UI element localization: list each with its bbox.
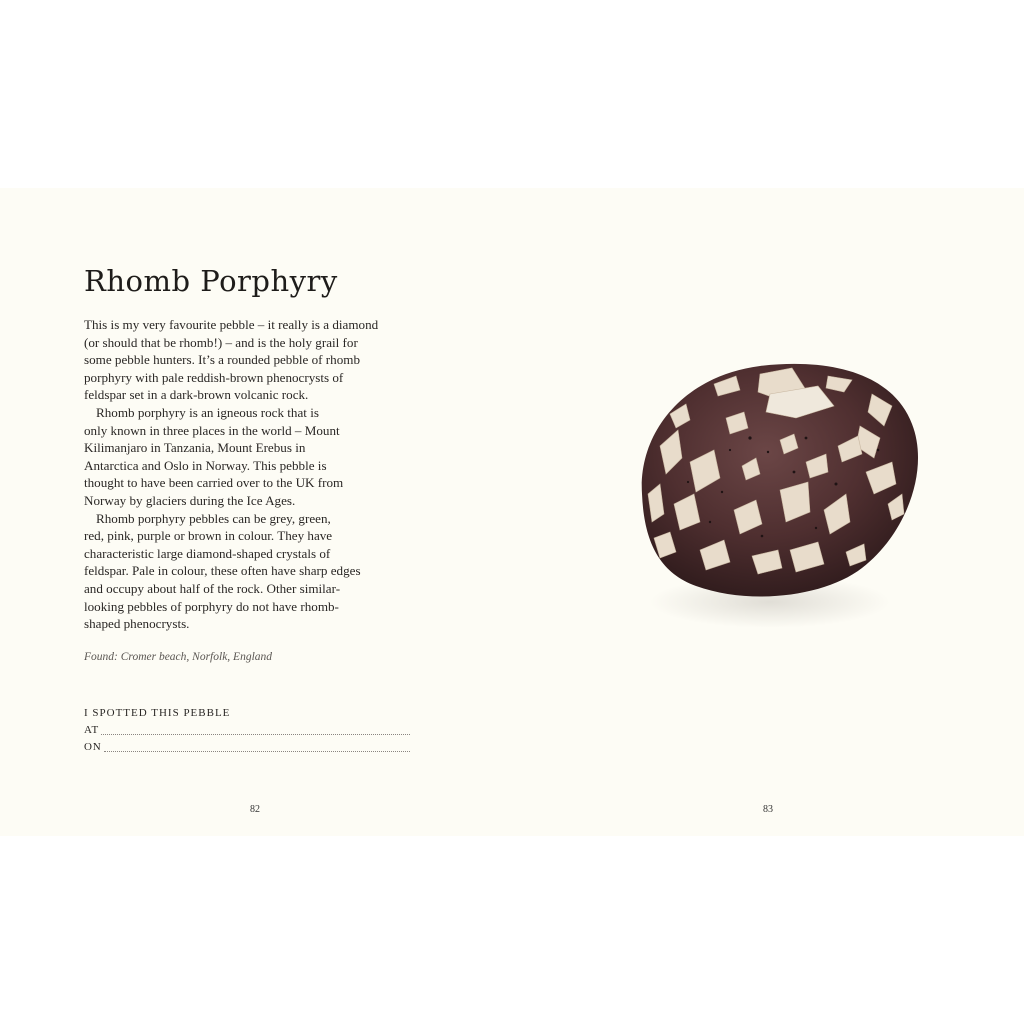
text-line: Norway by glaciers during the Ice Ages.	[84, 492, 296, 508]
spotted-at-field[interactable]	[101, 733, 410, 735]
text-line: This is my very favourite pebble – it really is a diamond	[84, 317, 379, 332]
spotted-on-field[interactable]	[104, 750, 411, 752]
text-line: characteristic large diamond-shaped crystals of	[84, 545, 331, 561]
text-line: thought to have been carried over to the UK from	[84, 475, 344, 491]
paragraph-1	[84, 316, 424, 404]
text-line: red, pink, purple or brown in colour. They have	[84, 528, 333, 544]
text-line: porphyry with pale reddish-brown phenocrysts of	[84, 369, 344, 385]
text-line: Kilimanjaro in Tanzania, Mount Erebus in	[84, 440, 306, 456]
text-line: Rhomb porphyry pebbles can be grey, green,	[96, 510, 331, 526]
text-line: feldspar set in a dark-brown volcanic rock.	[84, 387, 309, 403]
text-line: (or should that be rhomb!) – and is the holy grail for	[84, 334, 358, 350]
text-line: some pebble hunters. It’s a rounded pebble of rhomb	[84, 352, 360, 368]
text-line: shaped phenocrysts.	[84, 616, 190, 632]
left-page	[0, 188, 512, 836]
text-line: looking pebbles of porphyry do not have rhomb-	[84, 598, 339, 614]
text-line: Antarctica and Oslo in Norway. This pebble is	[84, 457, 327, 473]
text-line: and occupy about half of the rock. Other similar-	[84, 580, 341, 596]
text-line: Rhomb porphyry is an igneous rock that is	[96, 404, 319, 420]
found-location: Found: Cromer beach, Norfolk, England	[84, 651, 273, 663]
page-title: Rhomb Porphyry	[84, 264, 338, 298]
right-page	[512, 188, 1024, 836]
spotted-at-row	[84, 722, 410, 739]
spotted-form	[84, 705, 410, 756]
book-spread	[0, 188, 1024, 836]
spotted-at-label: AT	[84, 724, 100, 736]
paragraph-3	[84, 510, 424, 633]
body-text	[84, 316, 424, 633]
paragraph-2	[84, 404, 424, 510]
text-line: feldspar. Pale in colour, these often have sharp edges	[84, 563, 361, 579]
spotted-on-row	[84, 739, 410, 756]
spotted-heading: I SPOTTED THIS PEBBLE	[84, 707, 231, 719]
pebble-illustration	[630, 354, 930, 638]
text-line: only known in three places in the world – Mount	[84, 422, 340, 438]
page-number-left: 82	[250, 804, 260, 815]
page-number-right: 83	[763, 804, 773, 815]
spotted-on-label: ON	[84, 741, 102, 753]
